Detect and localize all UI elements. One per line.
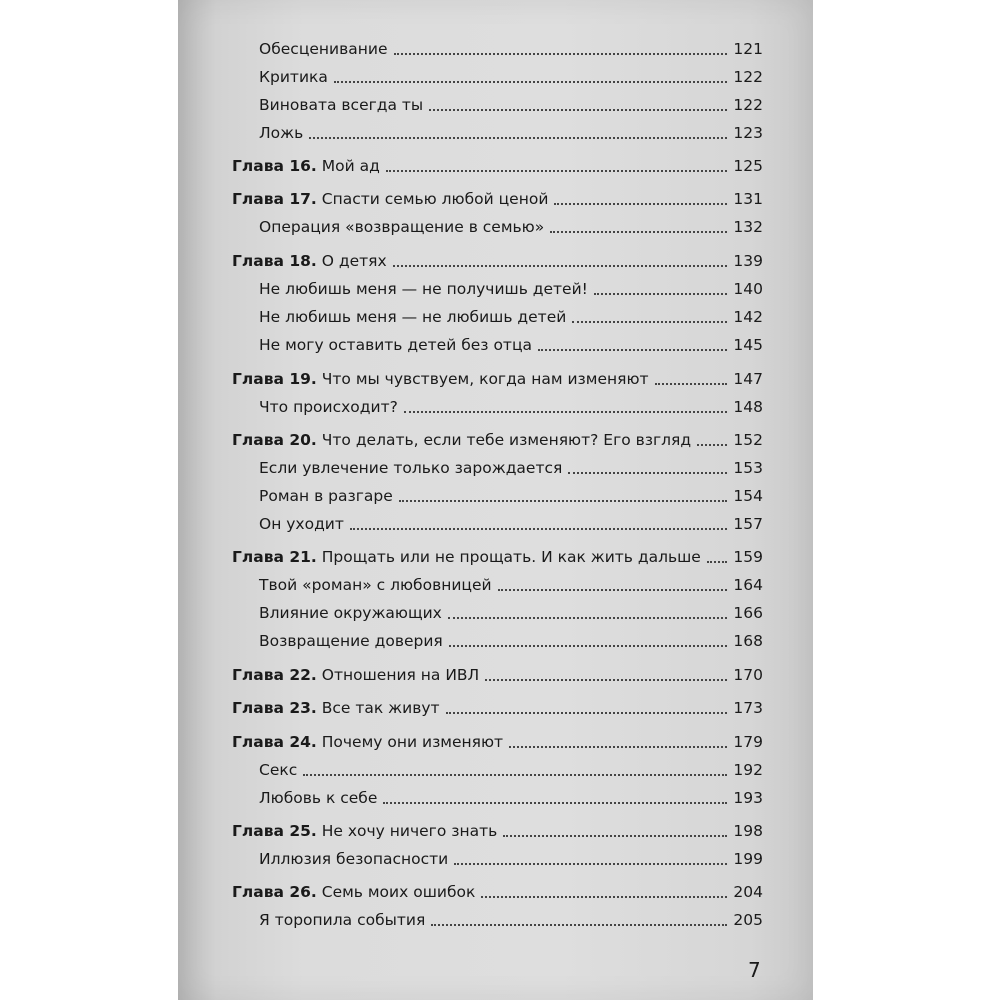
toc-section-entry xyxy=(232,480,763,506)
toc-chapter-entry xyxy=(232,150,763,176)
chapter-number: Глава 17. xyxy=(232,190,317,208)
dot-leader xyxy=(334,61,728,83)
dot-leader xyxy=(449,625,728,647)
dot-leader xyxy=(503,815,727,837)
entry-title-text: Любовь к себе xyxy=(259,789,378,807)
entry-title-text: О детях xyxy=(321,252,387,270)
toc-entry-title xyxy=(259,123,303,143)
toc-chapter-entry xyxy=(232,541,763,567)
chapter-number: Глава 25. xyxy=(232,822,317,840)
toc-page-number: 132 xyxy=(733,218,763,236)
dot-leader xyxy=(538,329,727,351)
dot-leader xyxy=(550,211,727,233)
toc-entry-title xyxy=(232,189,548,209)
entry-title-text: Иллюзия безопасности xyxy=(259,850,449,868)
toc-section-entry xyxy=(232,391,763,417)
toc-section-entry xyxy=(232,508,763,534)
toc-page-number: 159 xyxy=(733,548,763,566)
toc-entry-title xyxy=(232,156,380,176)
entry-title-text: Что делать, если тебе изменяют? Его взгляд xyxy=(321,431,692,449)
toc-entry-title xyxy=(259,39,388,59)
chapter-number: Глава 16. xyxy=(232,157,317,175)
toc-entry-title xyxy=(259,67,328,87)
toc-page-number: 168 xyxy=(733,632,763,650)
dot-leader xyxy=(303,754,727,776)
toc-page-number: 147 xyxy=(733,370,763,388)
toc-chapter-entry xyxy=(232,424,763,450)
entry-title-text: Что мы чувствуем, когда нам изменяют xyxy=(321,370,649,388)
toc-entry-title xyxy=(232,251,387,271)
toc-chapter-entry xyxy=(232,659,763,685)
toc-page-number: 140 xyxy=(733,280,763,298)
dot-leader xyxy=(399,480,728,502)
table-of-contents xyxy=(232,0,763,950)
toc-section-entry xyxy=(232,33,763,59)
toc-section-entry xyxy=(232,754,763,780)
entry-title-text: Критика xyxy=(259,68,328,86)
entry-title-text: Не любишь меня — не получишь детей! xyxy=(259,280,588,298)
entry-title-text: Я торопила события xyxy=(259,911,426,929)
toc-entry-title xyxy=(232,698,440,718)
toc-chapter-entry xyxy=(232,815,763,841)
dot-leader xyxy=(431,904,727,926)
page-number: 7 xyxy=(748,958,761,982)
entry-title-text: Прощать или не прощать. И как жить дальше xyxy=(321,548,701,566)
toc-entry-title xyxy=(232,821,497,841)
toc-entry-title xyxy=(232,665,479,685)
entry-title-text: Спасти семью любой ценой xyxy=(321,190,549,208)
toc-page-number: 173 xyxy=(733,699,763,717)
toc-page-number: 192 xyxy=(733,761,763,779)
toc-page-number: 179 xyxy=(733,733,763,751)
toc-page-number: 121 xyxy=(733,40,763,58)
toc-page-number: 122 xyxy=(733,96,763,114)
toc-entry-title xyxy=(259,95,423,115)
chapter-number: Глава 20. xyxy=(232,431,317,449)
dot-leader xyxy=(509,726,727,748)
entry-title-text: Отношения на ИВЛ xyxy=(321,666,480,684)
toc-page-number: 123 xyxy=(733,124,763,142)
toc-entry-title xyxy=(232,430,691,450)
toc-chapter-entry xyxy=(232,692,763,718)
dot-leader xyxy=(394,33,728,55)
toc-section-entry xyxy=(232,301,763,327)
toc-page-number: 193 xyxy=(733,789,763,807)
toc-chapter-entry xyxy=(232,245,763,271)
toc-section-entry xyxy=(232,329,763,355)
dot-leader xyxy=(429,89,727,111)
chapter-number: Глава 24. xyxy=(232,733,317,751)
toc-page-number: 157 xyxy=(733,515,763,533)
dot-leader xyxy=(485,659,727,681)
entry-title-text: Обесценивание xyxy=(259,40,388,58)
dot-leader xyxy=(404,391,728,413)
toc-entry-title xyxy=(259,217,544,237)
dot-leader xyxy=(481,876,727,898)
dot-leader xyxy=(393,245,728,267)
toc-page-number: 198 xyxy=(733,822,763,840)
toc-page-number: 139 xyxy=(733,252,763,270)
dot-leader xyxy=(383,782,727,804)
dot-leader xyxy=(554,183,727,205)
toc-page-number: 205 xyxy=(733,911,763,929)
toc-page-number: 199 xyxy=(733,850,763,868)
chapter-number: Глава 23. xyxy=(232,699,317,717)
entry-title-text: Роман в разгаре xyxy=(259,487,393,505)
toc-entry-title xyxy=(259,514,344,534)
entry-title-text: Операция «возвращение в семью» xyxy=(259,218,545,236)
chapter-number: Глава 22. xyxy=(232,666,317,684)
entry-title-text: Он уходит xyxy=(259,515,344,533)
toc-section-entry xyxy=(232,61,763,87)
dot-leader xyxy=(568,452,727,474)
toc-section-entry xyxy=(232,843,763,869)
toc-page-number: 152 xyxy=(733,431,763,449)
entry-title-text: Если увлечение только зарождается xyxy=(259,459,563,477)
dot-leader xyxy=(350,508,727,530)
toc-entry-title xyxy=(232,882,475,902)
toc-page-number: 153 xyxy=(733,459,763,477)
toc-page-number: 131 xyxy=(733,190,763,208)
entry-title-text: Влияние окружающих xyxy=(259,604,442,622)
toc-entry-title xyxy=(259,486,393,506)
toc-section-entry xyxy=(232,782,763,808)
dot-leader xyxy=(697,424,727,446)
toc-entry-title xyxy=(259,575,492,595)
chapter-number: Глава 26. xyxy=(232,883,317,901)
entry-title-text: Не любишь меня — не любишь детей xyxy=(259,308,567,326)
toc-page-number: 166 xyxy=(733,604,763,622)
toc-page-number: 204 xyxy=(733,883,763,901)
chapter-number: Глава 18. xyxy=(232,252,317,270)
entry-title-text: Возвращение доверия xyxy=(259,632,443,650)
toc-page-number: 125 xyxy=(733,157,763,175)
entry-title-text: Почему они изменяют xyxy=(321,733,504,751)
dot-leader xyxy=(309,117,727,139)
entry-title-text: Секс xyxy=(259,761,298,779)
toc-section-entry xyxy=(232,625,763,651)
chapter-number: Глава 21. xyxy=(232,548,317,566)
dot-leader xyxy=(572,301,727,323)
dot-leader xyxy=(454,843,727,865)
entry-title-text: Твой «роман» с любовницей xyxy=(259,576,492,594)
dot-leader xyxy=(707,541,728,563)
toc-page-number: 170 xyxy=(733,666,763,684)
toc-entry-title xyxy=(232,732,503,752)
toc-entry-title xyxy=(259,603,442,623)
toc-page-number: 154 xyxy=(733,487,763,505)
toc-section-entry xyxy=(232,117,763,143)
entry-title-text: Не хочу ничего знать xyxy=(321,822,498,840)
toc-entry-title xyxy=(259,849,448,869)
toc-entry-title xyxy=(259,279,588,299)
toc-page-number: 164 xyxy=(733,576,763,594)
entry-title-text: Мой ад xyxy=(321,157,380,175)
toc-chapter-entry xyxy=(232,183,763,209)
entry-title-text: Виновата всегда ты xyxy=(259,96,424,114)
dot-leader xyxy=(448,597,728,619)
dot-leader xyxy=(594,273,728,295)
toc-chapter-entry xyxy=(232,876,763,902)
toc-entry-title xyxy=(259,788,377,808)
toc-section-entry xyxy=(232,597,763,623)
toc-page-number: 142 xyxy=(733,308,763,326)
dot-leader xyxy=(386,150,728,172)
toc-entry-title xyxy=(259,335,532,355)
toc-entry-title xyxy=(259,307,566,327)
toc-section-entry xyxy=(232,89,763,115)
toc-section-entry xyxy=(232,904,763,930)
entry-title-text: Все так живут xyxy=(321,699,440,717)
toc-section-entry xyxy=(232,273,763,299)
toc-chapter-entry xyxy=(232,726,763,752)
entry-title-text: Семь моих ошибок xyxy=(321,883,476,901)
toc-section-entry xyxy=(232,569,763,595)
toc-entry-title xyxy=(259,910,425,930)
toc-entry-title xyxy=(259,631,443,651)
toc-section-entry xyxy=(232,211,763,237)
toc-entry-title xyxy=(259,760,297,780)
dot-leader xyxy=(655,363,728,385)
toc-page-number: 145 xyxy=(733,336,763,354)
toc-page-number: 148 xyxy=(733,398,763,416)
dot-leader xyxy=(446,692,728,714)
dot-leader xyxy=(498,569,728,591)
chapter-number: Глава 19. xyxy=(232,370,317,388)
toc-entry-title xyxy=(232,547,701,567)
toc-section-entry xyxy=(232,452,763,478)
entry-title-text: Не могу оставить детей без отца xyxy=(259,336,533,354)
entry-title-text: Ложь xyxy=(259,124,304,142)
toc-chapter-entry xyxy=(232,363,763,389)
toc-page-number: 122 xyxy=(733,68,763,86)
toc-entry-title xyxy=(232,369,649,389)
entry-title-text: Что происходит? xyxy=(259,398,398,416)
toc-entry-title xyxy=(259,397,398,417)
toc-entry-title xyxy=(259,458,562,478)
